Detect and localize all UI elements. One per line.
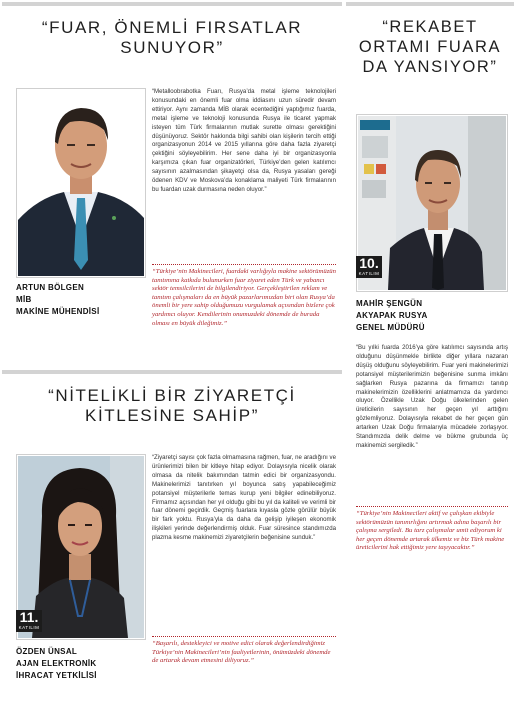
panel-unsal: [2, 370, 342, 720]
person-role: GENEL MÜDÜRÜ: [356, 323, 425, 332]
person-org: AJAN ELEKTRONİK: [16, 659, 97, 668]
person-name: ÖZDEN ÜNSAL: [16, 647, 78, 656]
badge-label: KATILIM: [18, 625, 40, 630]
headline: “REKABET ORTAMI FUARA DA YANSIYOR”: [358, 18, 502, 76]
panel-top-bar: [2, 370, 342, 374]
person-role: İHRACAT YETKİLİSİ: [16, 671, 97, 680]
panel-bolgen: [2, 2, 342, 364]
person-name-block: [16, 646, 146, 682]
headline: “NİTELİKLİ BİR ZİYARETÇİ KİTLESİNE SAHİP”: [48, 386, 296, 426]
pull-quote: “Başarılı, destekleyici ve motive edici olarak değerlendirdiğimiz Türkiye’nin Makinecileri’nin faaliyetlerinin, önümüzdeki dönemde de artarak devam etmesini diliyoruz.”: [152, 636, 336, 666]
person-name-block: [16, 282, 146, 318]
participation-badge: [16, 610, 42, 632]
interview-body: “Bu yılki fuarda 2016’ya göre katılımcı sayısında artış olduğunu düşünmekle birlikte diğer yıllara nazaran düşüş olduğunu söyleyebilirim. Fuar yeni makinelerimizi potansiyel müşterilerimizin beğenisine sunma imkânı sağlarken Rusya pazarına da firmamızı tanıtıp makinelerimizin özelliklerini anlatmamıza da yardımcı oluyor. Özellikle Uzak Doğu ülkelerinden gelen üreticilerin sayısının her geçen yıl arttığını gözlemliyoruz. Dolayısıyla rekabet de her geçen gün artarken Uzak Doğu firmalarıyla mücadele zorlaşıyor. Standımızda delik delme ve bükme grubunda üç makinemizi sergiledik.”: [356, 344, 508, 449]
badge-number: 10.: [359, 255, 379, 271]
person-name: ARTUN BÖLGEN: [16, 283, 85, 292]
participation-badge: [356, 256, 382, 278]
badge-number: 11.: [19, 609, 39, 625]
pull-quote: “Türkiye’nin Makinecileri aktif ve çalışkan ekibiyle sektörümüzün tanınırlığını artırmak adına başarılı bir çalışma sergiledi. Bu tarz çalışmalar umit ediyorum ki her geçen dönemde artarak ülkemiz ve biz Türk makine üreticilerini hak ettiğimiz yere taşıyacaktır.”: [356, 506, 508, 553]
panel-top-bar: [346, 2, 514, 6]
portrait-bolgen-image: [18, 90, 144, 276]
interview-body: “Metalloobrabotka Fuarı, Rusya’da metal işleme teknolojileri konusundaki en önemli fuar olma iddiasını uzun süredir devam ettiriyor. Aynı zamanda MİB olarak ecentediğini yaptığımız fuarda, metal işleme ve teknoloji konusunda Rusya ile ticaret yapmak isteyen tüm Türk firmalarının mutlak surette olması gerektiğini düşünüyoruz. Sektör hakkında bilgi sahibi olan kişilerin tercih ettiği organizasyonun 2014 ve 2015 yıllarına göre daha fazla ziyaretçi çektiğini söyleyebilirim. Her sene daha iyi bir organizasyonla karşımıza çıkan fuar organizatörleri, Türkiye’den gelen katılımcı sayısının azalmasından şikayetçi olsa da, Rusya yasaları gereği ödenen KDV ve Moskova’da konaklama maliyeti Türk firmalarının bu fuardan uzak durmasına neden oluyor.”: [152, 88, 336, 193]
panel-top-bar: [2, 2, 342, 6]
interview-body: “Ziyaretçi sayısı çok fazla olmamasına rağmen, fuar, ne aradığını ve ürünlerimizi bilen bir kitleye hitap ediyor. Dolayısıyla nicelik olarak olmasa da nitelik bakımından tatmin edici bir organizasyondu. Makinelerimizi tanıtırken yıl boyunca satış yapabileceğimiz potansiyel müşterilerle temas kurup yeni bilgiler edinebiliyoruz. Firmamız açısından her yıl olduğu gibi bu yıl da kaliteli ve verimli bir fuar dönemi geçirdik. Geçmiş fuarlara kıyasla gözle görülür büyük bir fark yoktu. Rusya’yla da daha da gelişip iyileşen ekonomik ilişkileri yerinde değerlendirmiş olduk. Fuar süresince standımızda plazma kesme makinemizi ziyaretçilerin beğenisine sunduk.”: [152, 454, 336, 542]
person-name-block: [356, 298, 512, 334]
person-name: MAHİR ŞENGÜN: [356, 299, 423, 308]
panel-sengun: [346, 2, 514, 586]
badge-label: KATILIM: [358, 271, 380, 276]
headline: “FUAR, ÖNEMLİ FIRSATLAR SUNUYOR”: [41, 18, 303, 58]
person-org: MİB: [16, 295, 32, 304]
pull-quote: “Türkiye’nin Makinecileri, fuardaki varlığıyla makine sektörümüzün tanıtımına katkıda bulunurken fuar ziyaret eden Türk ve yabancı sektör temsilcilerini de bilgilendiriyor. Gerçekleştirilen reklam ve tanıtım çalışmaları da en büyük pazarlarımızdan biri olan Rusya’da önemli bir yere sahip olduğumuzu vurgulamak açısından bizlere çok yardımcı oluyor. Kendilerinin onumuzdeki dönemde de burada olması en büyük dileğimiz.”: [152, 264, 336, 328]
person-role: MAKİNE MÜHENDİSİ: [16, 307, 100, 316]
person-org: AKYAPAK RUSYA: [356, 311, 428, 320]
